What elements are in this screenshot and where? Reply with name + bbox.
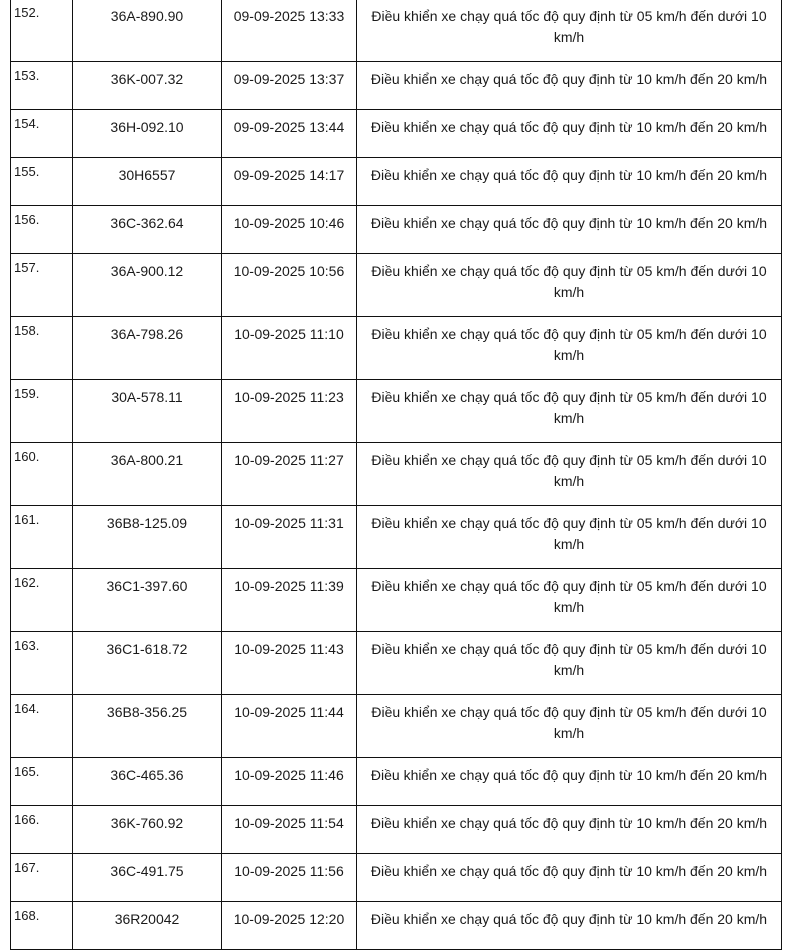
table-row (11, 569, 782, 632)
row-number: 164. (11, 695, 73, 758)
violation-time: 10-09-2025 10:56 (222, 254, 357, 317)
table-row (11, 254, 782, 317)
row-number: 163. (11, 632, 73, 695)
table-row (11, 806, 782, 854)
table-row (11, 158, 782, 206)
violation-description: Điều khiển xe chạy quá tốc độ quy định từ 05 km/h đến dưới 10 km/h (357, 695, 782, 758)
license-plate: 36K-007.32 (73, 62, 222, 110)
violation-description: Điều khiển xe chạy quá tốc độ quy định từ 10 km/h đến 20 km/h (357, 902, 782, 950)
table-row (11, 632, 782, 695)
license-plate: 36R20042 (73, 902, 222, 950)
violation-time: 09-09-2025 13:44 (222, 110, 357, 158)
license-plate: 36C-465.36 (73, 758, 222, 806)
violation-time: 10-09-2025 12:20 (222, 902, 357, 950)
row-number: 168. (11, 902, 73, 950)
violation-description: Điều khiển xe chạy quá tốc độ quy định từ 05 km/h đến dưới 10 km/h (357, 569, 782, 632)
license-plate: 36C-362.64 (73, 206, 222, 254)
license-plate: 36K-760.92 (73, 806, 222, 854)
license-plate: 36A-890.90 (73, 0, 222, 62)
row-number: 153. (11, 62, 73, 110)
row-number: 152. (11, 0, 73, 62)
row-number: 157. (11, 254, 73, 317)
violation-time: 10-09-2025 11:10 (222, 317, 357, 380)
license-plate: 30H6557 (73, 158, 222, 206)
violation-description: Điều khiển xe chạy quá tốc độ quy định từ 10 km/h đến 20 km/h (357, 806, 782, 854)
row-number: 167. (11, 854, 73, 902)
table-row (11, 443, 782, 506)
violation-time: 09-09-2025 13:37 (222, 62, 357, 110)
row-number: 165. (11, 758, 73, 806)
violation-description: Điều khiển xe chạy quá tốc độ quy định từ 10 km/h đến 20 km/h (357, 62, 782, 110)
license-plate: 36C-491.75 (73, 854, 222, 902)
violation-time: 10-09-2025 11:46 (222, 758, 357, 806)
violation-description: Điều khiển xe chạy quá tốc độ quy định từ 05 km/h đến dưới 10 km/h (357, 317, 782, 380)
violation-time: 10-09-2025 11:54 (222, 806, 357, 854)
violation-description: Điều khiển xe chạy quá tốc độ quy định từ 05 km/h đến dưới 10 km/h (357, 380, 782, 443)
violation-time: 09-09-2025 13:33 (222, 0, 357, 62)
table-row (11, 206, 782, 254)
row-number: 158. (11, 317, 73, 380)
violation-time: 10-09-2025 11:56 (222, 854, 357, 902)
table-row (11, 110, 782, 158)
row-number: 159. (11, 380, 73, 443)
violation-time: 10-09-2025 11:23 (222, 380, 357, 443)
violation-time: 10-09-2025 10:46 (222, 206, 357, 254)
table-row (11, 758, 782, 806)
table-row (11, 0, 782, 62)
violation-description: Điều khiển xe chạy quá tốc độ quy định từ 10 km/h đến 20 km/h (357, 854, 782, 902)
violation-description: Điều khiển xe chạy quá tốc độ quy định từ 05 km/h đến dưới 10 km/h (357, 0, 782, 62)
license-plate: 36A-900.12 (73, 254, 222, 317)
violation-time: 10-09-2025 11:39 (222, 569, 357, 632)
violation-description: Điều khiển xe chạy quá tốc độ quy định từ 10 km/h đến 20 km/h (357, 206, 782, 254)
row-number: 156. (11, 206, 73, 254)
violation-time: 10-09-2025 11:43 (222, 632, 357, 695)
row-number: 155. (11, 158, 73, 206)
row-number: 166. (11, 806, 73, 854)
violation-description: Điều khiển xe chạy quá tốc độ quy định từ 10 km/h đến 20 km/h (357, 758, 782, 806)
violation-description: Điều khiển xe chạy quá tốc độ quy định từ 05 km/h đến dưới 10 km/h (357, 443, 782, 506)
violation-time: 10-09-2025 11:31 (222, 506, 357, 569)
row-number: 162. (11, 569, 73, 632)
violation-description: Điều khiển xe chạy quá tốc độ quy định từ 10 km/h đến 20 km/h (357, 158, 782, 206)
violation-time: 10-09-2025 11:44 (222, 695, 357, 758)
violation-description: Điều khiển xe chạy quá tốc độ quy định từ 10 km/h đến 20 km/h (357, 110, 782, 158)
license-plate: 36H-092.10 (73, 110, 222, 158)
row-number: 160. (11, 443, 73, 506)
table-row (11, 506, 782, 569)
table-row (11, 854, 782, 902)
license-plate: 36B8-356.25 (73, 695, 222, 758)
row-number: 154. (11, 110, 73, 158)
license-plate: 36C1-397.60 (73, 569, 222, 632)
table-row (11, 380, 782, 443)
table-row (11, 695, 782, 758)
violation-description: Điều khiển xe chạy quá tốc độ quy định từ 05 km/h đến dưới 10 km/h (357, 632, 782, 695)
license-plate: 36B8-125.09 (73, 506, 222, 569)
license-plate: 30A-578.11 (73, 380, 222, 443)
violation-time: 09-09-2025 14:17 (222, 158, 357, 206)
license-plate: 36A-798.26 (73, 317, 222, 380)
violation-description: Điều khiển xe chạy quá tốc độ quy định từ 05 km/h đến dưới 10 km/h (357, 506, 782, 569)
row-number: 161. (11, 506, 73, 569)
license-plate: 36C1-618.72 (73, 632, 222, 695)
table-row (11, 62, 782, 110)
table-row (11, 317, 782, 380)
table-row (11, 902, 782, 950)
violation-time: 10-09-2025 11:27 (222, 443, 357, 506)
license-plate: 36A-800.21 (73, 443, 222, 506)
violations-table (10, 0, 782, 950)
violation-description: Điều khiển xe chạy quá tốc độ quy định từ 05 km/h đến dưới 10 km/h (357, 254, 782, 317)
